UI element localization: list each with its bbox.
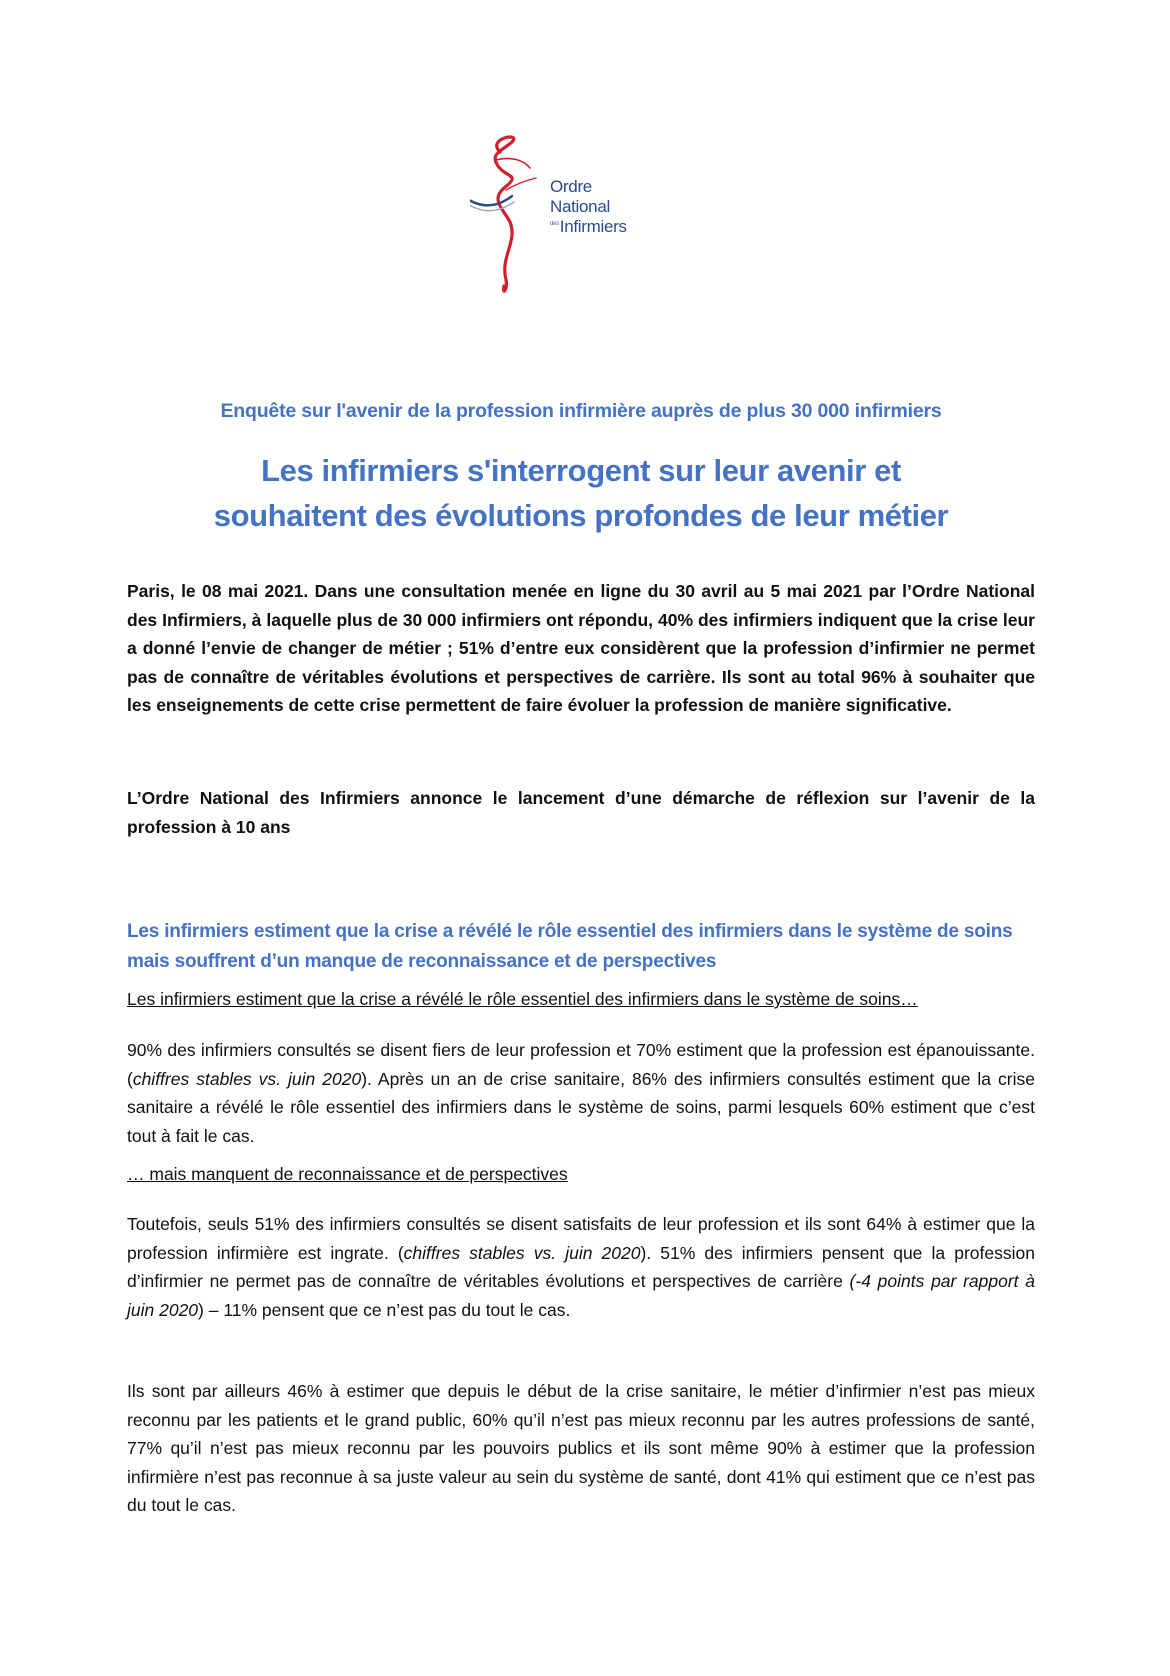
subhead-reconnaissance: … mais manquent de reconnaissance et de perspectives — [127, 1164, 568, 1184]
para2-text-c: ) – 11% pensent que ce n’est pas du tout le cas. — [198, 1299, 571, 1320]
document-headline — [127, 448, 1035, 538]
section-title: Les infirmiers estiment que la crise a révélé le rôle essentiel des infirmiers dans le système de soins mais souffrent d’un manque de reconnaissance et de perspectives — [127, 921, 1013, 972]
paragraph-fierte — [127, 1036, 1035, 1150]
subhead-role-essentiel: Les infirmiers estiment que la crise a révélé le rôle essentiel des infirmiers dans le système de soins… — [127, 989, 918, 1009]
paragraph-satisfaction — [127, 1210, 1035, 1324]
logo-line-infirmiers — [550, 218, 627, 235]
logo-wordmark — [550, 178, 627, 235]
headline-line-2: souhaitent des évolutions profondes de leur métier — [213, 498, 949, 533]
ordre-national-infirmiers-logo — [470, 130, 640, 310]
para1-text-b: ). Après un an de crise sanitaire, 86% des infirmiers consultés estiment que la crise sanitaire a révélé le rôle essentiel des infirmiers dans le système de soins, parmi lesquels 60% estiment que c’est tout à fait le cas. — [127, 1068, 1035, 1146]
paragraph-reconnaissance-stats: Ils sont par ailleurs 46% à estimer que depuis le début de la crise sanitaire, le métier d’infirmier n’est pas mieux reconnu par les patients et le grand public, 60% qu’il n’est pas mieux reconnu par les autres professions de santé, 77% qu’il n’est pas mieux reconnu par les pouvoirs publics et ils sont même 90% à estimer que la profession infirmière n’est pas reconnue à sa juste valeur au sein du système de santé, dont 41% qui estiment que ce n’est pas du tout le cas. — [127, 1381, 1035, 1515]
para2-emphasis-1: chiffres stables vs. juin 2020 — [403, 1242, 641, 1263]
para2-text-b: ). 51% des infirmiers pensent que la profession d’infirmier ne permet pas de connaître de véritables évolutions et perspectives de carrière — [127, 1242, 1035, 1291]
para1-text-a: 90% des infirmiers consultés se disent fiers de leur profession et 70% estiment que la profession est épanouissante. ( — [127, 1040, 1035, 1089]
headline-line-1: Les infirmiers s'interrogent sur leur avenir et — [261, 453, 901, 488]
logo-line-ordre: Ordre — [550, 177, 592, 196]
logo-infirmiers-text: Infirmiers — [559, 217, 627, 236]
para1-emphasis: chiffres stables vs. juin 2020 — [132, 1068, 362, 1089]
para2-emphasis-2: (-4 points par rapport à juin 2020 — [127, 1271, 1035, 1320]
para2-text-a: Toutefois, seuls 51% des infirmiers consultés se disent satisfaits de leur profession et ils sont 64% à estimer que la profession infirmière est ingrate. ( — [127, 1214, 1035, 1263]
survey-kicker: Enquête sur l'avenir de la profession infirmière auprès de plus 30 000 infirmiers — [220, 400, 942, 422]
logo-line-national: National — [550, 197, 610, 216]
intro-paragraph: Paris, le 08 mai 2021. Dans une consultation menée en ligne du 30 avril au 5 mai 2021 par l’Ordre National des Infirmiers, à laquelle plus de 30 000 infirmiers ont répondu, 40% des infirmiers indiquent que la crise leur a donné l’envie de changer de métier ; 51% d’entre eux considèrent que la profession d’infirmier ne permet pas de connaître de véritables évolutions et perspectives de carrière. Ils sont au total 96% à souhaiter que les enseignements de cette crise permettent de faire évoluer la profession de manière significative. — [127, 581, 1035, 715]
logo-small-des: des — [550, 221, 559, 227]
announcement-paragraph: L’Ordre National des Infirmiers annonce le lancement d’une démarche de réflexion sur l’avenir de la profession à 10 ans — [127, 788, 1035, 837]
